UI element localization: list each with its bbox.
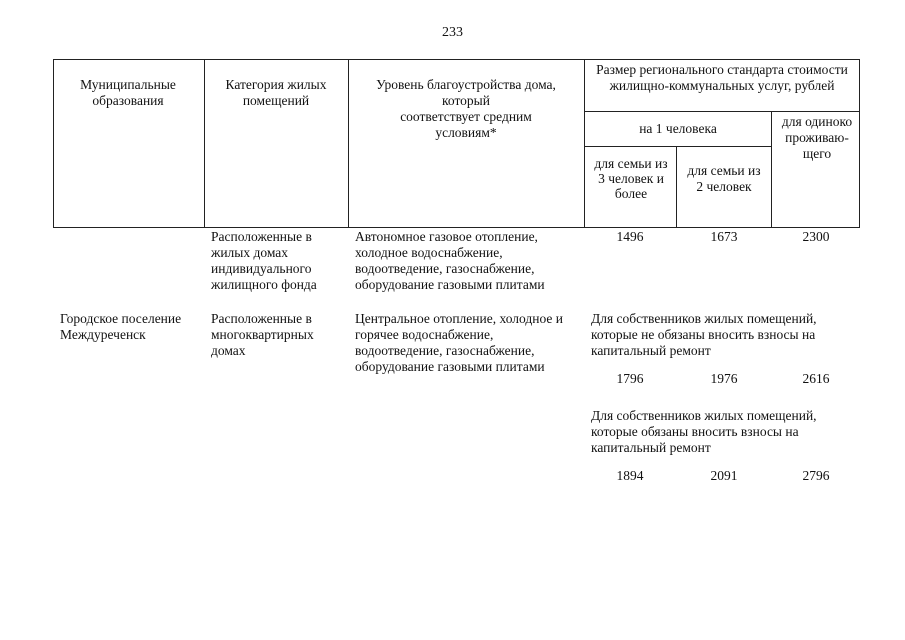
row2-note-no-capital-repair: Для собственников жилых помещений, которые не обязаны вносить взносы на капитальный ремонт <box>591 311 817 358</box>
row1-value-family2: 1673 <box>710 229 738 244</box>
header-amenities-line1: Уровень благоустройства дома, который <box>376 77 556 108</box>
header-family-3: для семьи из 3 человек и более <box>594 156 668 201</box>
col-divider-5 <box>771 111 772 228</box>
header-divider-group <box>584 111 860 112</box>
header-per-person: на 1 человека <box>639 121 717 136</box>
row2-note1-value-family2: 1976 <box>710 371 738 386</box>
row1-category: Расположенные в жилых домах индивидуального жилищного фонда <box>211 229 317 292</box>
row2-note2-value-family2: 2091 <box>710 468 738 483</box>
header-bottom-border <box>53 227 860 228</box>
row2-note-capital-repair: Для собственников жилых помещений, которые обязаны вносить взносы на капитальный ремонт <box>591 408 817 455</box>
row2-category: Расположенные в многоквартирных домах <box>211 311 314 358</box>
page-number: 233 <box>442 25 463 40</box>
row2-municipality: Городское поселение Междуреченск <box>60 311 182 342</box>
row2-amenities: Центральное отопление, холодное и горячее водоснабжение, водоотведение, газоснабжение, оборудование газовыми плитами <box>355 311 563 374</box>
table-right-border <box>859 59 860 228</box>
row2-note1-value-single: 2616 <box>802 371 830 386</box>
row1-amenities: Автономное газовое отопление, холодное водоснабжение, водоотведение, газоснабжение, оборудование газовыми плитами <box>355 229 545 292</box>
header-amenities-line2: соответствует средним условиям* <box>400 109 532 140</box>
col-divider-3 <box>584 59 585 228</box>
col-divider-4 <box>676 146 677 228</box>
row1-value-family3: 1496 <box>616 229 644 244</box>
row2-note1-value-family3: 1796 <box>616 371 644 386</box>
header-category: Категория жилых помещений <box>225 77 327 108</box>
row2-note2-value-family3: 1894 <box>616 468 644 483</box>
table-left-border <box>53 59 54 228</box>
header-municipality: Муниципальные образования <box>80 77 176 108</box>
header-family-2: для семьи из 2 человек <box>687 163 761 194</box>
header-single: для одиноко проживаю-щего <box>781 114 853 161</box>
row1-value-single: 2300 <box>802 229 830 244</box>
row2-note2-value-single: 2796 <box>802 468 830 483</box>
header-standard-size: Размер регионального стандарта стоимости жилищно-коммунальных услуг, рублей <box>596 62 848 93</box>
col-divider-2 <box>348 59 349 228</box>
col-divider-1 <box>204 59 205 228</box>
table-top-border <box>53 59 860 60</box>
header-divider-per-person <box>584 146 771 147</box>
